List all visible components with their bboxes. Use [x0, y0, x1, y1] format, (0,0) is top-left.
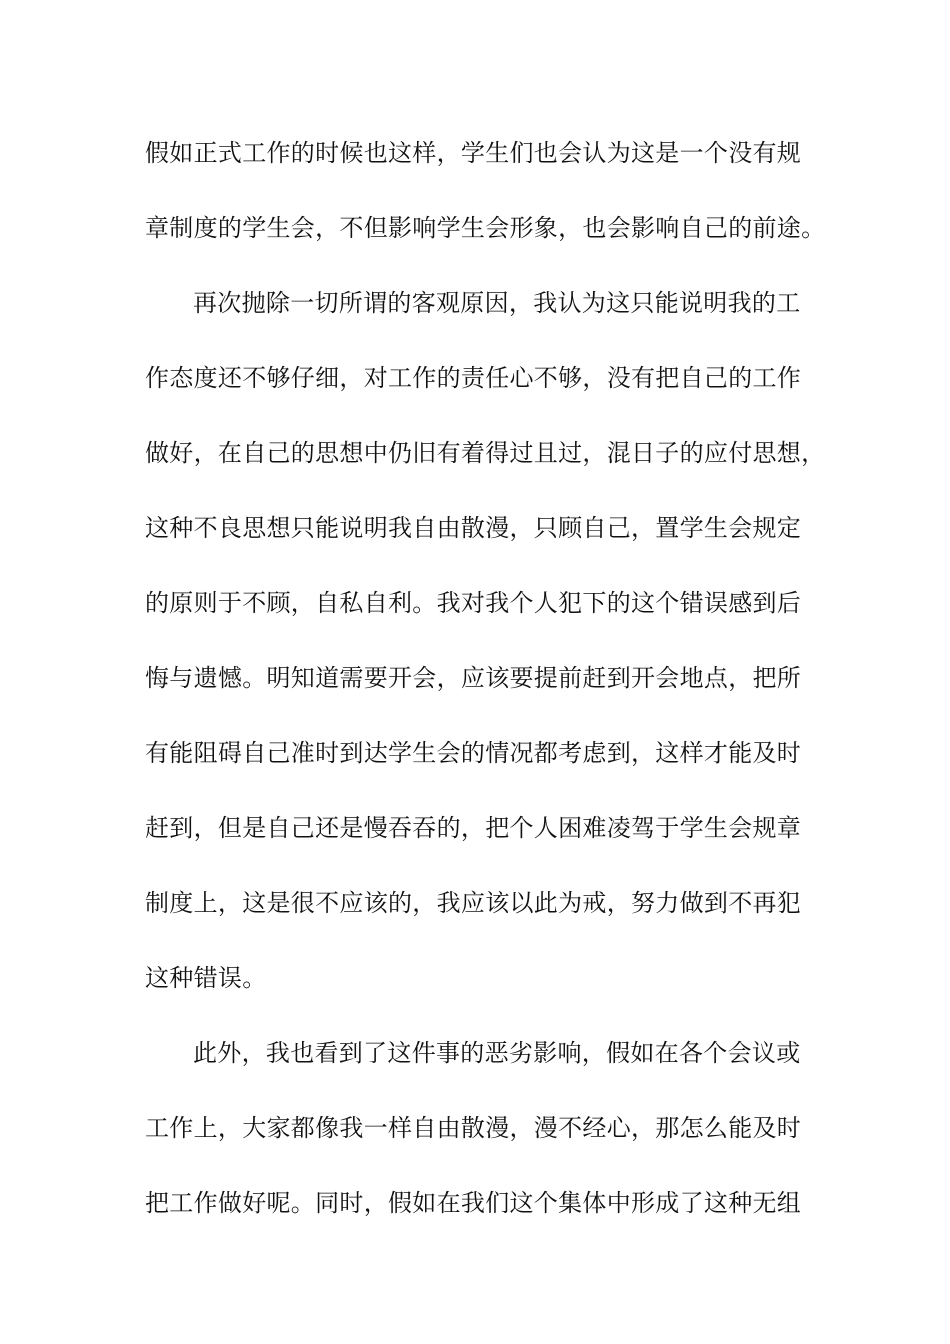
text-line: 制度上，这是很不应该的，我应该以此为戒，努力做到不再犯	[145, 889, 802, 917]
paragraph-start-line: 此外，我也看到了这件事的恶劣影响，假如在各个会议或	[193, 1039, 801, 1067]
text-line: 作态度还不够仔细，对工作的责任心不够，没有把自己的工作	[145, 364, 802, 392]
text-line: 悔与遗憾。明知道需要开会，应该要提前赶到开会地点，把所	[145, 664, 802, 692]
text-line: 假如正式工作的时候也这样，学生们也会认为这是一个没有规	[145, 139, 802, 167]
text-line: 赶到，但是自己还是慢吞吞的，把个人困难凌驾于学生会规章	[145, 814, 802, 842]
paragraph-start-line: 再次抛除一切所谓的客观原因，我认为这只能说明我的工	[193, 289, 801, 317]
text-line: 的原则于不顾，自私自利。我对我个人犯下的这个错误感到后	[145, 589, 802, 617]
text-line: 做好，在自己的思想中仍旧有着得过且过，混日子的应付思想，	[145, 439, 826, 467]
body-text	[145, 128, 826, 1253]
text-line: 章制度的学生会，不但影响学生会形象，也会影响自己的前途。	[145, 214, 826, 242]
text-line: 工作上，大家都像我一样自由散漫，漫不经心，那怎么能及时	[145, 1114, 802, 1142]
text-line: 有能阻碍自己准时到达学生会的情况都考虑到，这样才能及时	[145, 739, 802, 767]
text-line: 这种错误。	[145, 964, 267, 992]
text-line: 把工作做好呢。同时，假如在我们这个集体中形成了这种无组	[145, 1189, 802, 1217]
text-line: 这种不良思想只能说明我自由散漫，只顾自己，置学生会规定	[145, 514, 802, 542]
